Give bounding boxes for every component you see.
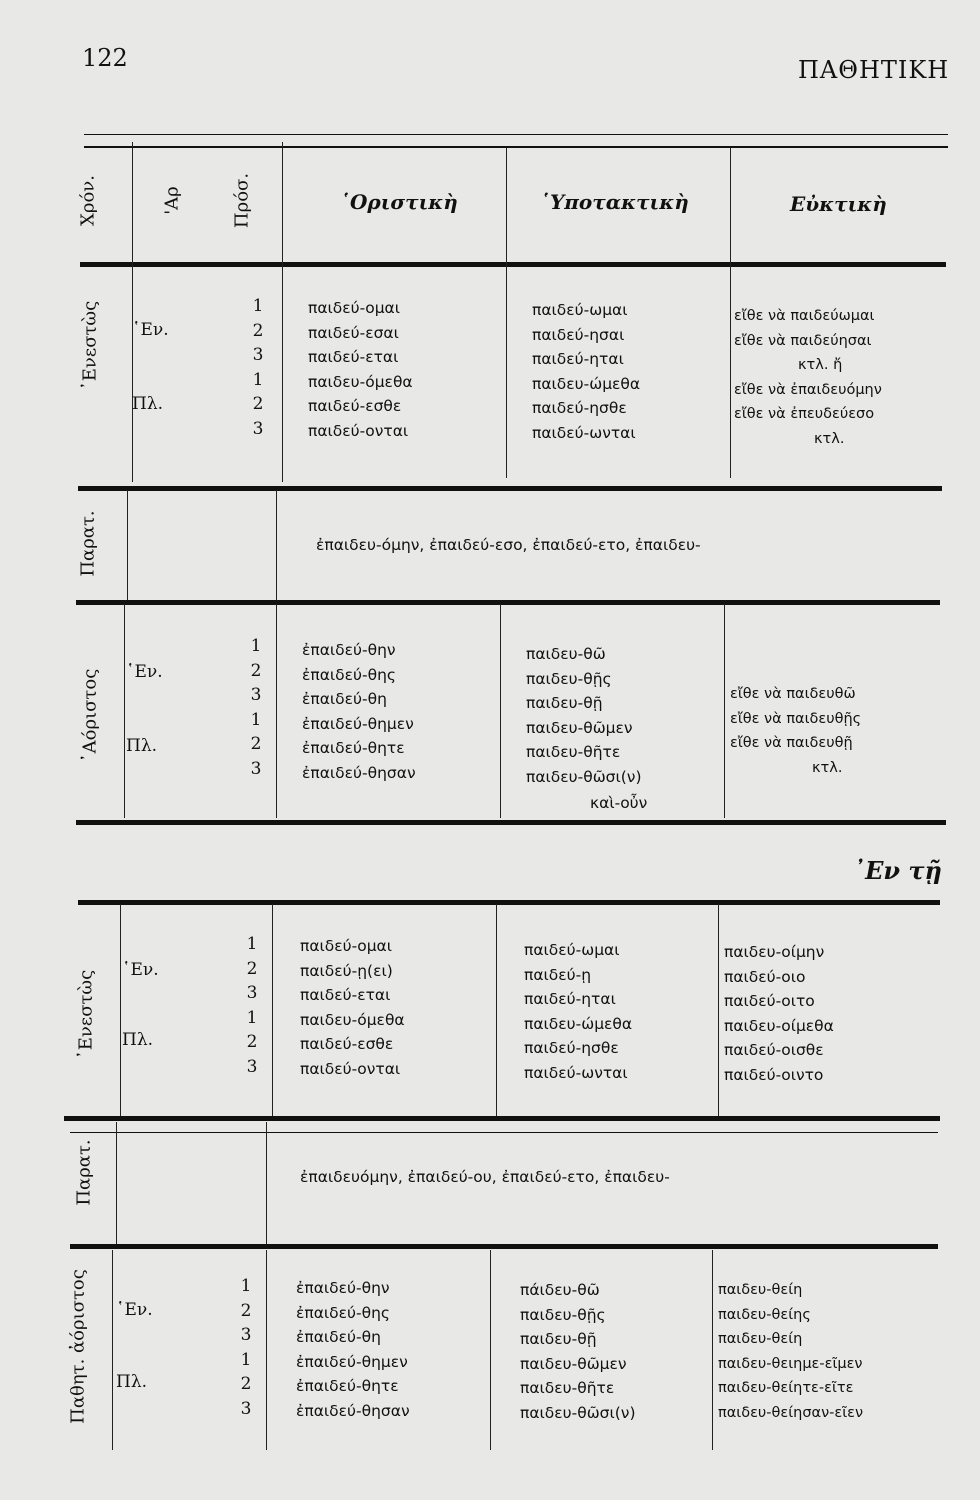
- page-heading: ΠΑΘΗΤΙΚΗ: [798, 56, 950, 84]
- table1-imperfect-rule: [76, 600, 940, 605]
- table1-bottom-rule: [76, 820, 946, 825]
- table1-vline-f: [276, 490, 277, 600]
- t2-aorist-optative: παιδευ-θείη παιδευ-θείης παιδευ-θείη παιδευ-θειημε-εῖμεν παιδευ-θείητε-εῖτε παιδευ-θείησαν-εῖεν: [718, 1282, 864, 1421]
- table1-vline-e: [127, 490, 128, 600]
- header-subjunctive: ῾Υποτακτικὴ: [540, 190, 689, 214]
- table1-vline-d: [730, 148, 731, 478]
- table1-vline-b: [282, 142, 283, 482]
- t1-present-optative: εἴθε νὰ παιδεύωμαι εἴθε νὰ παιδεύησαι κτλ. ἤ εἴθε νὰ ἐπαιδευόμην εἴθε νὰ ἐπευδεύεσο κτλ.: [734, 308, 882, 447]
- t1-aorist-subjunctive-extra: καὶ-οὖν: [590, 794, 648, 812]
- t1-present-sg: ῾Εν.: [132, 320, 169, 340]
- t1-present-pl: Πλ.: [132, 394, 164, 414]
- t2-present-subjunctive: παιδεύ-ωμαι παιδεύ-ῃ παιδεύ-ηται παιδευ-ώμεθα παιδεύ-ησθε παιδεύ-ωνται: [524, 941, 633, 1082]
- table2-vline-h: [266, 1250, 267, 1450]
- header-optative: Εὐκτικὴ: [790, 192, 887, 216]
- t2-aorist-subjunctive: πάιδευ-θῶ παιδευ-θῇς παιδευ-θῇ παιδευ-θῶμεν παιδευ-θῆτε παιδευ-θῶσι(ν): [520, 1281, 636, 1422]
- table2-vline-j: [712, 1250, 713, 1450]
- t1-aorist-label: ᾿Αόριστος: [79, 668, 101, 763]
- t1-imperfect-label: Παρατ.: [77, 510, 99, 577]
- t2-aorist-pl: Πλ.: [116, 1372, 148, 1392]
- table2-imperfect-rule: [70, 1132, 938, 1133]
- table2-vline-d: [718, 904, 719, 1116]
- header-person: Πρόσ.: [231, 172, 253, 229]
- table2-vline-b: [272, 904, 273, 1116]
- t1-present-subjunctive: παιδεύ-ωμαι παιδεύ-ησαι παιδεύ-ηται παιδευ-ώμεθα παιδεύ-ησθε παιδεύ-ωνται: [532, 301, 641, 442]
- t1-present-persons: 1 2 3 1 2 3: [252, 296, 264, 439]
- table2-vline-f: [266, 1122, 267, 1244]
- table2-vline-g: [112, 1250, 113, 1450]
- t2-present-indicative: παιδεύ-ομαι παιδεύ-ῃ(ει) παιδεύ-εται παιδευ-όμεθα παιδεύ-εσθε παιδεύ-ονται: [300, 937, 405, 1078]
- t1-aorist-pl: Πλ.: [126, 736, 158, 756]
- table2-present-rule: [64, 1116, 940, 1121]
- table2-vline-a: [120, 904, 121, 1116]
- t2-present-pl: Πλ.: [122, 1030, 154, 1050]
- t2-present-optative: παιδευ-οίμην παιδεύ-οιο παιδεύ-οιτο παιδευ-οίμεθα παιδεύ-οισθε παιδεύ-οιντο: [724, 943, 834, 1084]
- table1-top-rule: [84, 134, 948, 135]
- table1-vline-j: [724, 604, 725, 818]
- t1-aorist-subjunctive: παιδευ-θῶ παιδευ-θῇς παιδευ-θῇ παιδευ-θῶμεν παιδευ-θῆτε παιδευ-θῶσι(ν): [526, 645, 642, 786]
- table1-header-rule: [80, 262, 946, 267]
- header-number: 'Αρ: [161, 186, 183, 215]
- t2-present-sg: ῾Εν.: [122, 960, 159, 980]
- header-indicative: ῾Οριστικὴ: [340, 190, 458, 214]
- table2-vline-c: [496, 904, 497, 1116]
- t1-aorist-sg: ῾Εν.: [126, 662, 163, 682]
- t2-present-label: ᾿Ενεστὼς: [75, 969, 97, 1060]
- table1-vline-c: [506, 148, 507, 478]
- t2-imperfect-forms: ἐπαιδευόμην, ἐπαιδεύ-ου, ἐπαιδεύ-ετο, ἐπαιδευ-: [300, 1168, 670, 1186]
- t1-present-label: ᾿Ενεστὼς: [79, 300, 101, 391]
- table1-top-rule-2: [84, 146, 948, 148]
- table1-vline-i: [500, 604, 501, 818]
- t1-aorist-optative: εἴθε νὰ παιδευθῶ εἴθε νὰ παιδευθῇς εἴθε νὰ παιδευθῇ κτλ.: [730, 686, 862, 776]
- table2-vline-e: [116, 1122, 117, 1244]
- t1-aorist-persons: 1 2 3 1 2 3: [250, 636, 262, 779]
- t2-present-persons: 1 2 3 1 2 3: [246, 934, 258, 1077]
- table1-vline-g: [124, 604, 125, 818]
- table1-vline-h: [276, 604, 277, 818]
- header-tense: Χρόν.: [77, 175, 99, 226]
- t1-aorist-indicative: ἐπαιδεύ-θην ἐπαιδεύ-θης ἐπαιδεύ-θη ἐπαιδεύ-θημεν ἐπαιδεύ-θητε ἐπαιδεύ-θησαν: [302, 641, 416, 782]
- table2-aorist-rule: [70, 1244, 938, 1249]
- table1-vline-a: [132, 142, 133, 482]
- t2-imperfect-label: Παρατ.: [73, 1139, 95, 1206]
- t2-aorist-label: Παθητ. ἀόριστος: [67, 1269, 89, 1424]
- t2-aorist-persons: 1 2 3 1 2 3: [240, 1276, 252, 1419]
- table2-vline-i: [490, 1250, 491, 1450]
- section2-heading: ᾿Εν τῇ: [853, 856, 942, 885]
- page-number: 122: [82, 44, 128, 72]
- t1-imperfect-forms: ἐπαιδευ-όμην, ἐπαιδεύ-εσο, ἐπαιδεύ-ετο, ἐπαιδευ-: [316, 536, 701, 554]
- table1-present-rule: [78, 486, 942, 491]
- t2-aorist-indicative: ἐπαιδεύ-θην ἐπαιδεύ-θης ἐπαιδεύ-θη ἐπαιδεύ-θημεν ἐπαιδεύ-θητε ἐπαιδεύ-θησαν: [296, 1279, 410, 1420]
- table2-top-rule: [78, 900, 940, 905]
- t1-present-indicative: παιδεύ-ομαι παιδεύ-εσαι παιδεύ-εται παιδευ-όμεθα παιδεύ-εσθε παιδεύ-ονται: [308, 299, 413, 440]
- t2-aorist-sg: ῾Εν.: [116, 1300, 153, 1320]
